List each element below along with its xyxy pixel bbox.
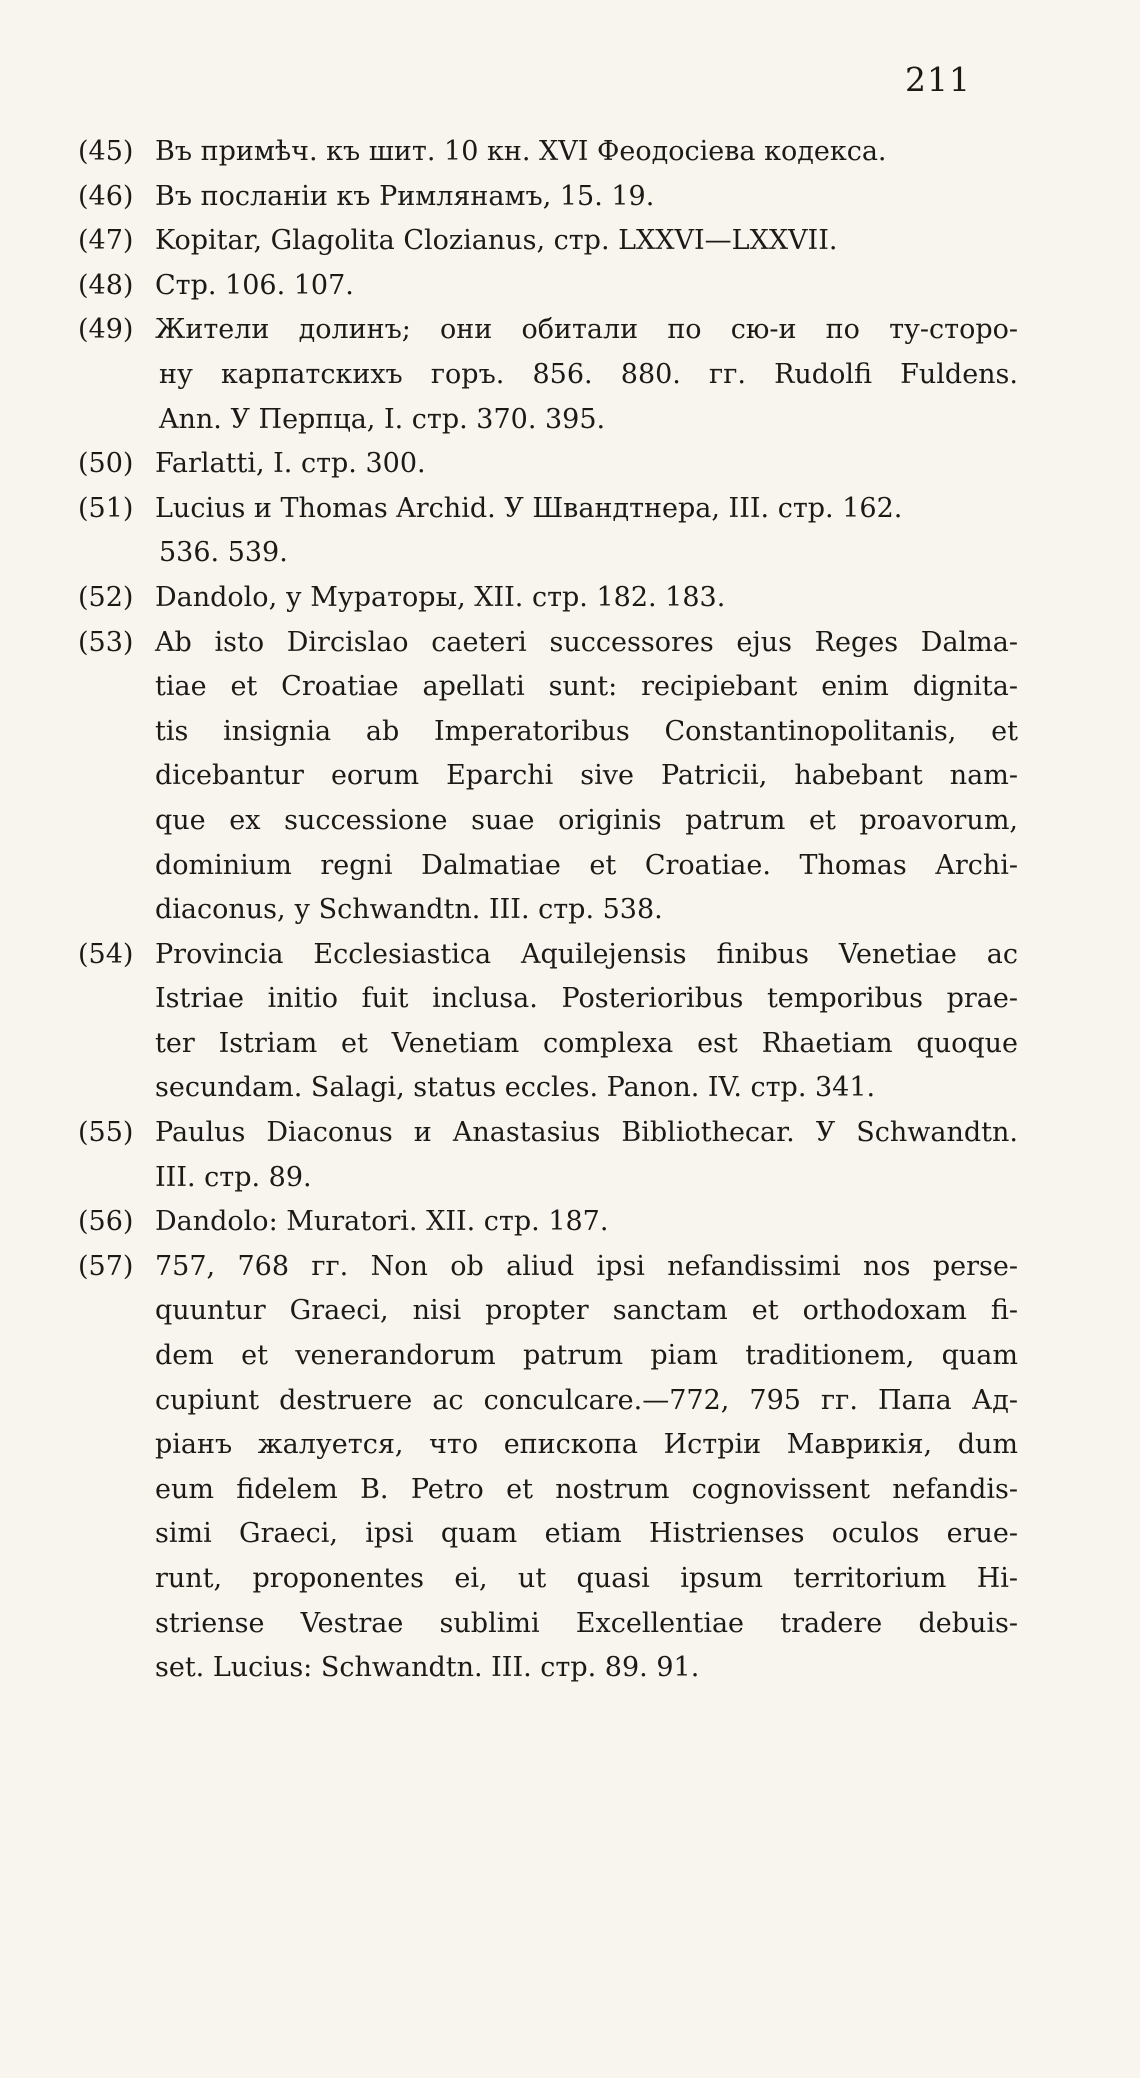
note-45 — [78, 130, 1018, 175]
note-line: Istriae initio fuit inclusa. Posterioribus temporibus prae- — [155, 983, 1018, 1015]
note-47 — [78, 219, 1018, 264]
note-line: Farlatti, I. стр. 300. — [155, 448, 426, 480]
note-text — [155, 442, 1018, 487]
note-line: striense Vestrae sublimi Excellentiae tradere debuis- — [155, 1607, 1018, 1639]
note-text — [155, 621, 1018, 933]
note-line: Paulus Diaconus и Anastasius Bibliothecar. У Schwandtn. — [155, 1117, 1018, 1149]
note-line: ріанъ жалуется, что епископа Истріи Маврикія, dum — [155, 1429, 1018, 1461]
note-number: (50) — [78, 448, 134, 480]
note-52 — [78, 576, 1018, 621]
note-line: dicebantur eorum Eparchi sive Patricii, habebant nam- — [155, 760, 1018, 792]
note-line: 536. 539. — [159, 537, 288, 569]
note-57 — [78, 1245, 1018, 1691]
note-line: eum fidelem B. Petro et nostrum cognovissent nefandis- — [155, 1473, 1018, 1505]
note-line: Kopitar, Glagolita Clozianus, стр. LXXVI—LXXVII. — [155, 225, 838, 257]
note-number: (52) — [78, 581, 134, 613]
note-line: Dandolo: Muratori. XII. стр. 187. — [155, 1206, 609, 1238]
note-51 — [78, 487, 1018, 576]
note-number: (54) — [78, 938, 134, 970]
note-line: ну карпатскихъ горъ. 856. 880. гг. Rudolfi Fuldens. — [159, 358, 1018, 390]
endnotes-list — [78, 130, 1018, 1691]
note-number: (51) — [78, 492, 134, 524]
note-text — [155, 1111, 1018, 1200]
note-line: runt, proponentes ei, ut quasi ipsum territorium Hi- — [155, 1563, 1018, 1594]
note-line: Стр. 106. 107. — [155, 269, 354, 301]
note-line: Provincia Ecclesiastica Aquilejensis finibus Venetiae ac — [155, 938, 1018, 970]
note-53 — [78, 621, 1018, 933]
note-55 — [78, 1111, 1018, 1200]
note-46 — [78, 175, 1018, 220]
note-line: Ann. У Перпца, I. стр. 370. 395. — [159, 403, 606, 435]
note-line: que ex successione suae originis patrum et proavorum, — [155, 804, 1018, 836]
note-line: Lucius и Thomas Archid. У Швандтнера, III. стр. 162. — [155, 492, 903, 524]
note-49 — [78, 308, 1018, 442]
note-line: III. стр. 89. — [155, 1161, 312, 1193]
note-line: tis insignia ab Imperatoribus Constantinopolitanis, et — [155, 715, 1018, 747]
note-number: (45) — [78, 136, 134, 167]
note-line: secundam. Salagi, status eccles. Panon. IV. стр. 341. — [155, 1072, 876, 1104]
note-number: (55) — [78, 1117, 134, 1149]
note-line: dem et venerandorum patrum piam traditionem, quam — [155, 1340, 1018, 1372]
note-line: cupiunt destruere ac conculcare.—772, 795 гг. Папа Ад- — [155, 1384, 1018, 1416]
note-line: tiae et Croatiae apellati sunt: recipiebant enim dignita- — [155, 671, 1018, 703]
note-line: set. Lucius: Schwandtn. III. стр. 89. 91. — [155, 1652, 700, 1684]
note-text — [155, 175, 1018, 220]
note-text — [155, 576, 1018, 621]
note-line: dominium regni Dalmatiae et Croatiae. Thomas Archi- — [155, 849, 1018, 881]
note-text — [155, 487, 1018, 576]
note-line: Ab isto Dircislao caeteri successores ejus Reges Dalma- — [155, 626, 1018, 658]
note-number: (46) — [78, 180, 134, 212]
note-line: ter Istriam et Venetiam complexa est Rhaetiam quoque — [155, 1027, 1018, 1059]
note-text — [155, 933, 1018, 1111]
note-line: diaconus, у Schwandtn. III. стр. 538. — [155, 894, 663, 926]
note-text — [155, 130, 1018, 175]
note-line: Въ примѣч. къ шит. 10 кн. XVI Феодосіева кодекса. — [155, 136, 887, 167]
note-text — [155, 1200, 1018, 1245]
note-56 — [78, 1200, 1018, 1245]
note-number: (53) — [78, 626, 134, 658]
note-line: Въ посланіи къ Римлянамъ, 15. 19. — [155, 180, 655, 212]
note-text — [155, 1245, 1018, 1691]
note-line: 757, 768 гг. Non ob aliud ipsi nefandissimi nos perse- — [155, 1250, 1018, 1282]
note-line: Dandolo, у Мураторы, XII. стр. 182. 183. — [155, 581, 726, 613]
note-54 — [78, 933, 1018, 1111]
note-number: (47) — [78, 225, 134, 257]
note-line: Жители долинъ; они обитали по сю-и по ту-сторо- — [155, 314, 1018, 346]
note-48 — [78, 264, 1018, 309]
note-line: quuntur Graeci, nisi propter sanctam et orthodoxam fi- — [155, 1295, 1018, 1327]
note-number: (56) — [78, 1206, 134, 1238]
note-50 — [78, 442, 1018, 487]
note-text — [155, 308, 1018, 442]
note-text — [155, 264, 1018, 309]
note-number: (57) — [78, 1250, 134, 1282]
note-number: (48) — [78, 269, 134, 301]
page-number: 211 — [905, 60, 971, 99]
note-number: (49) — [78, 314, 134, 346]
note-line: simi Graeci, ipsi quam etiam Histrienses oculos erue- — [155, 1518, 1018, 1550]
note-text — [155, 219, 1018, 264]
